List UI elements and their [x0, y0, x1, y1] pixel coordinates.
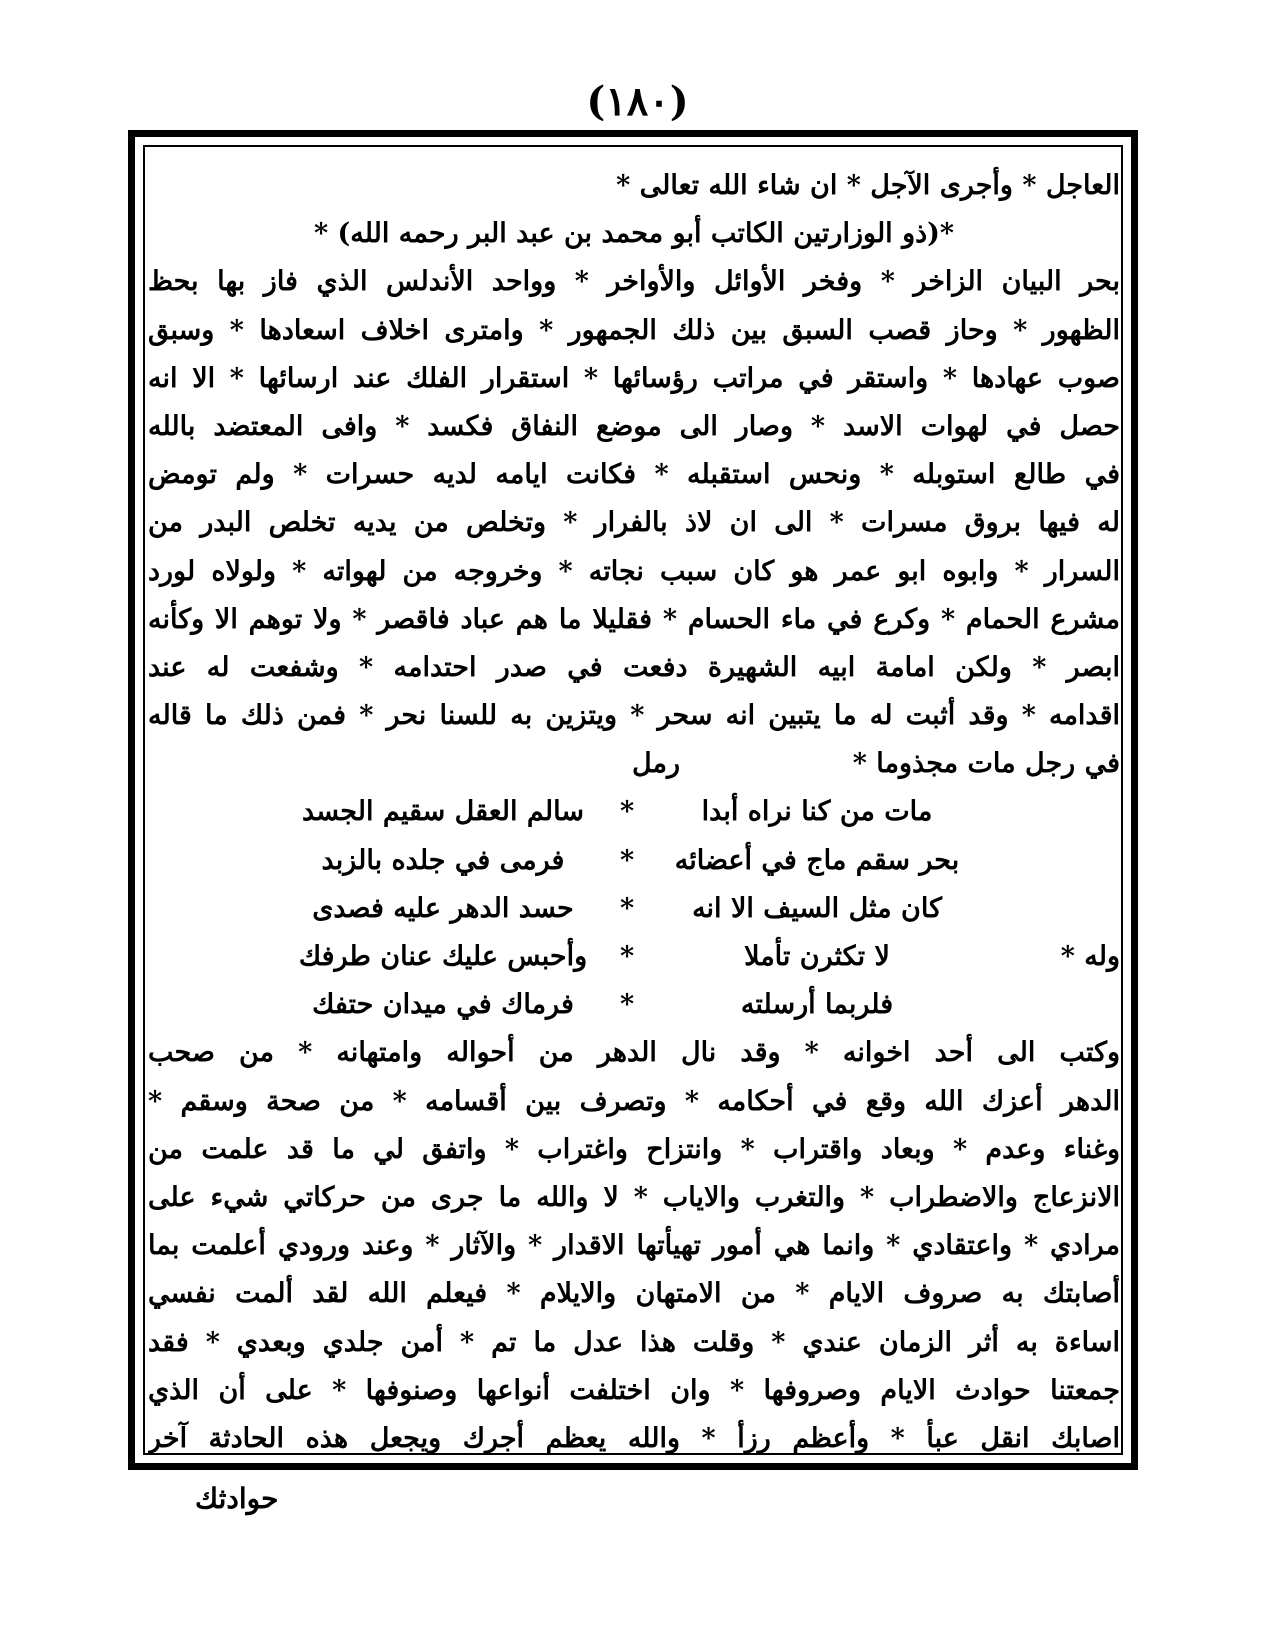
- hemistich-second: سالم العقل سقيم الجسد: [302, 796, 584, 828]
- hemistich-first: كان مثل السيف الا انه: [692, 892, 942, 924]
- hemistich-first: مات من كنا نراه أبدا: [701, 796, 933, 828]
- page-number: (١٨٠): [586, 78, 689, 125]
- verse-prefix: وله *: [1060, 941, 1120, 972]
- text-line: وكتب الى أحد اخوانه * وقد نال الدهر من أحواله وامتهانه * من صحب: [148, 1037, 1120, 1069]
- text-line: اساءة به أثر الزمان عندي * وقلت هذا عدل ما تم * أمن جلدي وبعدي * فقد: [148, 1326, 1120, 1358]
- hemistich-first: لا تكثرن تأملا: [744, 941, 890, 972]
- catchword: حوادثك: [195, 1482, 279, 1515]
- text-line: وغناء وعدم * وبعاد واقتراب * وانتزاح واغتراب * واتفق لي ما قد علمت من: [148, 1133, 1120, 1165]
- text-line: صوب عهادها * واستقر في مراتب رؤسائها * استقرار الفلك عند ارسائها * الا انه: [148, 362, 1120, 394]
- verse-line: [148, 981, 1120, 1029]
- verse-separator: *: [619, 844, 635, 876]
- text-line: مرادي * واعتقادي * وانما هي أمور تهيأتها الاقدار * والآثار * وعند ورودي أعلمت بما: [148, 1230, 1120, 1262]
- hemistich-second: فرماك في ميدان حتفك: [312, 989, 574, 1021]
- poem: [148, 788, 1120, 1029]
- text-line: في طالع استوبله * ونحس استقبله * فكانت ايامه لديه حسرات * ولم تومض: [148, 459, 1120, 491]
- paragraph-top: [148, 162, 1120, 740]
- verse-separator: *: [619, 892, 635, 924]
- text-line: مشرع الحمام * وكرع في ماء الحسام * فقليلا ما هم عباد فاقصر * ولا توهم الا وكأنه: [148, 603, 1120, 635]
- text-line: الانزعاج والاضطراب * والتغرب والاياب * لا والله ما جرى من حركاتي شيء على: [148, 1181, 1120, 1213]
- hemistich-second: حسد الدهر عليه فصدى: [312, 892, 574, 924]
- text-line: حصل في لهوات الاسد * وصار الى موضع النفاق فكسد * وافى المعتضد بالله: [148, 410, 1120, 442]
- verse-separator: *: [619, 796, 635, 828]
- text-line: *(ذو الوزارتين الكاتب أبو محمد بن عبد البر رحمه الله) *: [313, 218, 955, 250]
- text-line: اصابك انقل عبأ * وأعظم رزأ * والله يعظم أجرك ويجعل هذه الحادثة آخر: [148, 1422, 1120, 1454]
- text-line: جمعتنا حوادث الايام وصروفها * وان اختلفت أنواعها وصنوفها * على أن الذي: [148, 1374, 1120, 1406]
- poem-intro: في رجل مات مجذوما *: [852, 748, 1120, 780]
- verse-separator: *: [619, 989, 635, 1021]
- meter-name: رمل: [632, 748, 680, 780]
- text-line: الدهر أعزك الله وقع في أحكامه * وتصرف بين أقسامه * من صحة وسقم *: [148, 1085, 1120, 1117]
- body-text: [148, 162, 1120, 1463]
- text-line: العاجل * وأجرى الآجل * ان شاء الله تعالى *: [616, 170, 1120, 201]
- poem-intro-line: [148, 740, 1120, 788]
- verse-line: [148, 788, 1120, 836]
- text-line: الظهور * وحاز قصب السبق بين ذلك الجمهور * وامترى اخلاف اسعادها * وسبق: [148, 314, 1120, 346]
- text-line: ابصر * ولكن امامة ابيه الشهيرة دفعت في صدر احتدامه * وشفعت له عند: [148, 651, 1120, 683]
- verse-line: [148, 837, 1120, 885]
- verse-line: [148, 885, 1120, 933]
- text-line: أصابتك به صروف الايام * من الامتهان والايلام * فيعلم الله لقد ألمت نفسي: [148, 1278, 1120, 1310]
- text-line: السرار * وابوه ابو عمر هو كان سبب نجاته * وخروجه من لهواته * ولولاه لورد: [148, 555, 1120, 587]
- verse-line: [148, 933, 1120, 981]
- hemistich-second: فرمى في جلده بالزبد: [321, 844, 565, 876]
- paragraph-bottom: [148, 1029, 1120, 1463]
- text-line: اقدامه * وقد أثبت له ما يتبين انه سحر * ويتزين به للسنا نحر * فمن ذلك ما قاله: [148, 700, 1120, 732]
- hemistich-first: بحر سقم ماج في أعضائه: [674, 844, 960, 876]
- hemistich-second: وأحبس عليك عنان طرفك: [298, 941, 588, 972]
- hemistich-first: فلربما أرسلته: [740, 989, 894, 1021]
- text-line: بحر البيان الزاخر * وفخر الأوائل والأواخر * وواحد الأندلس الذي فاز بها بحظ: [148, 266, 1120, 298]
- text-line: له فيها بروق مسرات * الى ان لاذ بالفرار * وتخلص من يديه تخلص البدر من: [148, 507, 1120, 539]
- verse-separator: *: [619, 941, 635, 972]
